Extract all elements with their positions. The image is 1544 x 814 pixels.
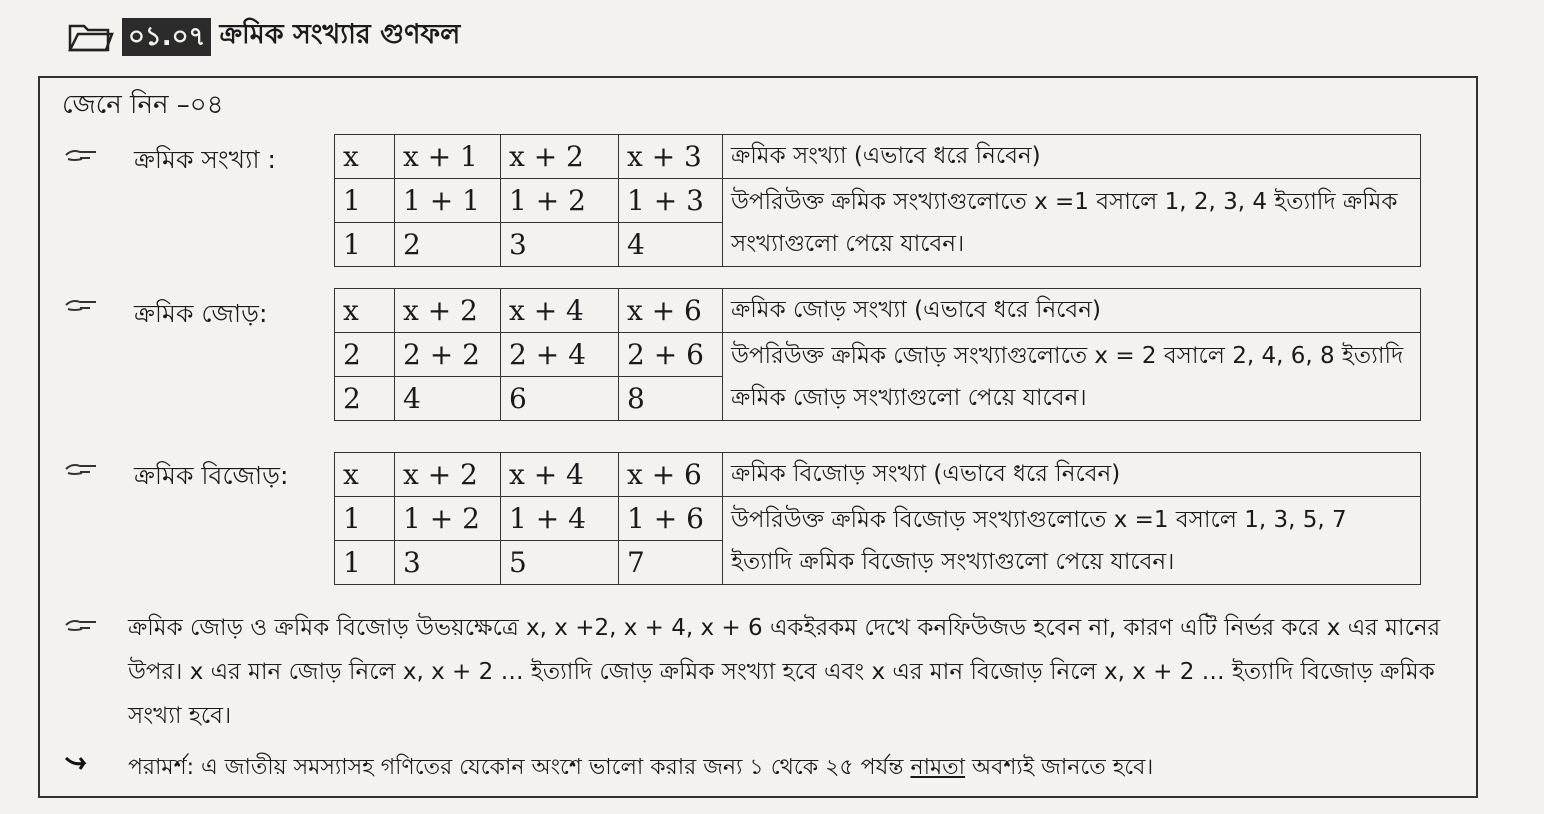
arrow-right-icon bbox=[64, 754, 92, 772]
table-cell: 2 bbox=[335, 333, 395, 377]
note-paragraph: ক্রমিক জোড় ও ক্রমিক বিজোড় উভয়ক্ষেত্রে x, x +2, x + 4, x + 6 একইরকম দেখে কনফিউজড হবেন না, কারণ এটি নির্ভর করে x এর মানের উপর। x এর মান জোড় নিলে x, x + 2 … ইত্যাদি জোড় ক্রমিক সংখ্যা হবে এবং x এর মান বিজোড় নিলে x, x + 2 … ইত্যাদি বিজোড় ক্রমিক সংখ্যা হবে। bbox=[128, 615, 1441, 729]
table-cell: 6 bbox=[501, 377, 619, 421]
info-box-title: জেনে নিন –০৪ bbox=[62, 90, 224, 120]
table-cell: 1 bbox=[335, 223, 395, 267]
table-cell: 2 bbox=[335, 377, 395, 421]
table-cell: 3 bbox=[395, 541, 501, 585]
table-row bbox=[335, 179, 1421, 223]
table-cell: x + 2 bbox=[395, 289, 501, 333]
section-number-badge: ০১.০৭ bbox=[122, 18, 211, 56]
table-cell: 1 + 1 bbox=[395, 179, 501, 223]
section-title: ক্রমিক সংখ্যার গুণফল bbox=[219, 19, 461, 50]
table-cell: x + 2 bbox=[395, 453, 501, 497]
consecutive-odd-table bbox=[334, 452, 1421, 585]
table-row bbox=[335, 453, 1421, 497]
table-description-header: ক্রমিক বিজোড় সংখ্যা (এভাবে ধরে নিবেন) bbox=[723, 453, 1421, 497]
table-cell: x bbox=[335, 289, 395, 333]
table-cell: 2 + 4 bbox=[501, 333, 619, 377]
table-cell: 1 + 2 bbox=[501, 179, 619, 223]
table-cell: 1 + 3 bbox=[619, 179, 723, 223]
consecutive-numbers-table bbox=[334, 134, 1421, 267]
label-consecutive-numbers: ক্রমিক সংখ্যা : bbox=[134, 145, 276, 174]
consecutive-even-table bbox=[334, 288, 1421, 421]
table-cell: 7 bbox=[619, 541, 723, 585]
table-cell: x + 4 bbox=[501, 453, 619, 497]
advice-prefix: পরামর্শ: এ জাতীয় সমস্যাসহ গণিতের যেকোন অংশে ভালো করার জন্য ১ থেকে ২৫ পর্যন্ত bbox=[128, 755, 911, 780]
table-cell: x + 1 bbox=[395, 135, 501, 179]
table-cell: 4 bbox=[395, 377, 501, 421]
label-consecutive-odd: ক্রমিক বিজোড়: bbox=[134, 461, 289, 490]
table-cell: 1 bbox=[335, 179, 395, 223]
table-cell: x + 4 bbox=[501, 289, 619, 333]
table-cell: x + 6 bbox=[619, 289, 723, 333]
table-cell: 1 bbox=[335, 541, 395, 585]
table-cell: 2 + 2 bbox=[395, 333, 501, 377]
table-cell: 3 bbox=[501, 223, 619, 267]
label-consecutive-even: ক্রমিক জোড়: bbox=[134, 299, 268, 328]
table-description-header: ক্রমিক জোড় সংখ্যা (এভাবে ধরে নিবেন) bbox=[723, 289, 1421, 333]
table-cell: x + 6 bbox=[619, 453, 723, 497]
table-cell: x bbox=[335, 453, 395, 497]
table-cell: 1 + 6 bbox=[619, 497, 723, 541]
table-cell: 8 bbox=[619, 377, 723, 421]
advice-underlined: নামতা bbox=[910, 755, 966, 780]
table-cell: 1 bbox=[335, 497, 395, 541]
advice-suffix: অবশ্যই জানতে হবে। bbox=[965, 755, 1154, 780]
folder-icon bbox=[68, 20, 114, 54]
pointing-hand-icon bbox=[64, 296, 98, 314]
pointing-hand-icon bbox=[64, 146, 98, 164]
table-cell: 1 + 2 bbox=[395, 497, 501, 541]
section-heading bbox=[68, 14, 460, 59]
table-description-header: ক্রমিক সংখ্যা (এভাবে ধরে নিবেন) bbox=[723, 135, 1421, 179]
table-cell: 5 bbox=[501, 541, 619, 585]
pointing-hand-icon bbox=[64, 616, 98, 634]
table-cell: x + 3 bbox=[619, 135, 723, 179]
table-cell: 4 bbox=[619, 223, 723, 267]
advice-line bbox=[128, 750, 1468, 787]
table-description-body: উপরিউক্ত ক্রমিক সংখ্যাগুলোতে x =1 বসালে 1, 2, 3, 4 ইত্যাদি ক্রমিক সংখ্যাগুলো পেয়ে যাবেন। bbox=[723, 179, 1421, 267]
table-row bbox=[335, 289, 1421, 333]
table-row bbox=[335, 135, 1421, 179]
table-cell: x + 2 bbox=[501, 135, 619, 179]
table-description-body: উপরিউক্ত ক্রমিক জোড় সংখ্যাগুলোতে x = 2 বসালে 2, 4, 6, 8 ইত্যাদি ক্রমিক জোড় সংখ্যাগুলো পেয়ে যাবেন। bbox=[723, 333, 1421, 421]
pointing-hand-icon bbox=[64, 460, 98, 478]
table-cell: x bbox=[335, 135, 395, 179]
table-row bbox=[335, 497, 1421, 541]
table-description-body: উপরিউক্ত ক্রমিক বিজোড় সংখ্যাগুলোতে x =1 বসালে 1, 3, 5, 7 ইত্যাদি ক্রমিক বিজোড় সংখ্যাগুলো পেয়ে যাবেন। bbox=[723, 497, 1421, 585]
table-row bbox=[335, 333, 1421, 377]
table-cell: 1 + 4 bbox=[501, 497, 619, 541]
table-cell: 2 bbox=[395, 223, 501, 267]
table-cell: 2 + 6 bbox=[619, 333, 723, 377]
